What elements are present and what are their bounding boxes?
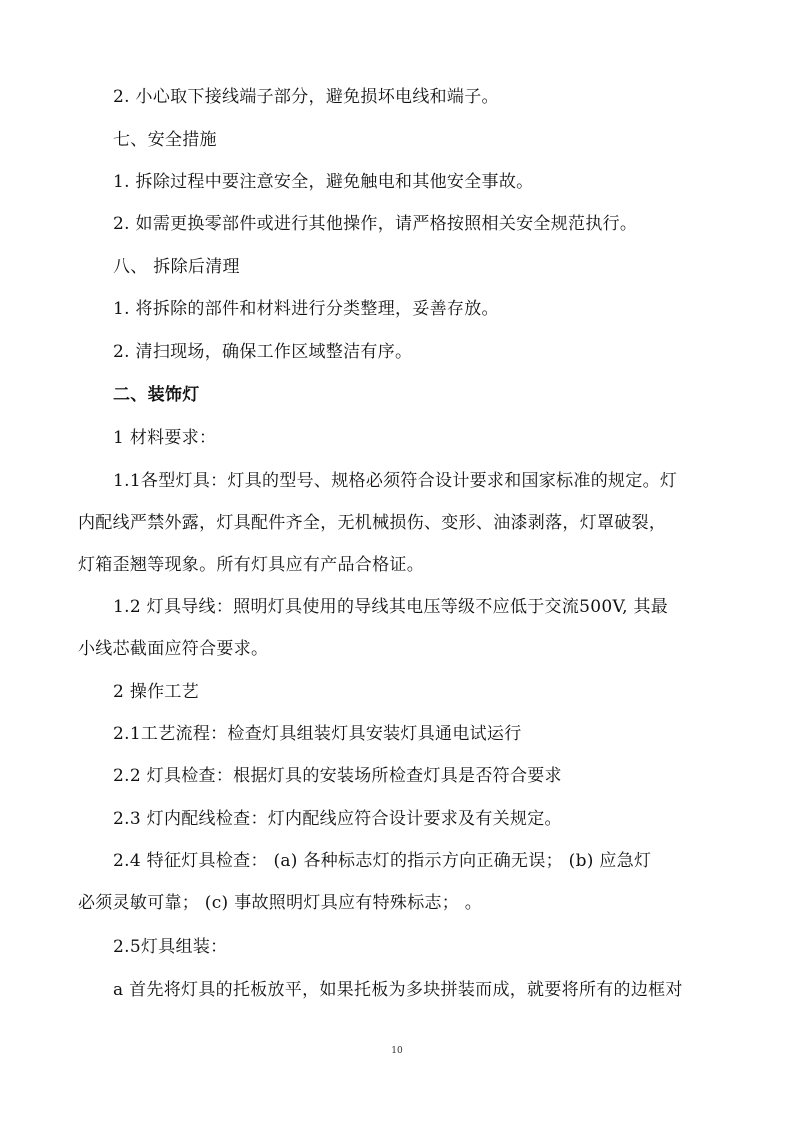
subsection-heading-process: 2 操作工艺: [113, 682, 200, 702]
text-line-1: 2. 小心取下接线端子部分，避免损坏电线和端子。: [113, 87, 499, 107]
text-line-14: 小线芯截面应符合要求。: [78, 639, 269, 659]
section-heading-7: 七、安全措施: [113, 130, 217, 150]
page-number: 10: [391, 1046, 403, 1056]
section-heading-8: 八、 拆除后清理: [113, 257, 240, 277]
text-line-19: 2.4 特征灯具检查： (a) 各种标志灯的指示方向正确无误； (b) 应急灯: [113, 851, 652, 871]
text-line-13: 1.2 灯具导线：照明灯具使用的导线其电压等级不应低于交流500V, 其最: [113, 597, 669, 617]
subsection-heading-materials: 1 材料要求：: [113, 428, 217, 448]
text-line-20: 必须灵敏可靠； (c) 事故照明灯具应有特殊标志； 。: [78, 893, 483, 913]
text-line-3: 1. 拆除过程中要注意安全，避免触电和其他安全事故。: [113, 172, 534, 192]
text-line-21: 2.5灯具组装：: [113, 937, 228, 957]
text-line-4: 2. 如需更换零部件或进行其他操作，请严格按照相关安全规范执行。: [113, 214, 638, 234]
chapter-heading-decorative-lights: 二、装饰灯: [113, 385, 200, 405]
text-line-22: a 首先将灯具的托板放平，如果托板为多块拼装而成，就要将所有的边框对: [113, 980, 683, 1000]
text-line-10: 1.1各型灯具：灯具的型号、规格必须符合设计要求和国家标准的规定。灯: [113, 471, 678, 491]
text-line-11: 内配线严禁外露，灯具配件齐全，无机械损伤、变形、油漆剥落，灯罩破裂，: [78, 513, 667, 533]
text-line-6: 1. 将拆除的部件和材料进行分类整理，妥善存放。: [113, 299, 499, 319]
text-line-18: 2.3 灯内配线检查：灯内配线应符合设计要求及有关规定。: [113, 809, 562, 829]
text-line-17: 2.2 灯具检查：根据灯具的安装场所检查灯具是否符合要求: [113, 766, 562, 786]
text-line-16: 2.1工艺流程：检查灯具组装灯具安装灯具通电试运行: [113, 724, 522, 744]
text-line-12: 灯箱歪翘等现象。所有灯具应有产品合格证。: [78, 555, 424, 575]
text-line-7: 2. 清扫现场，确保工作区域整洁有序。: [113, 342, 413, 362]
